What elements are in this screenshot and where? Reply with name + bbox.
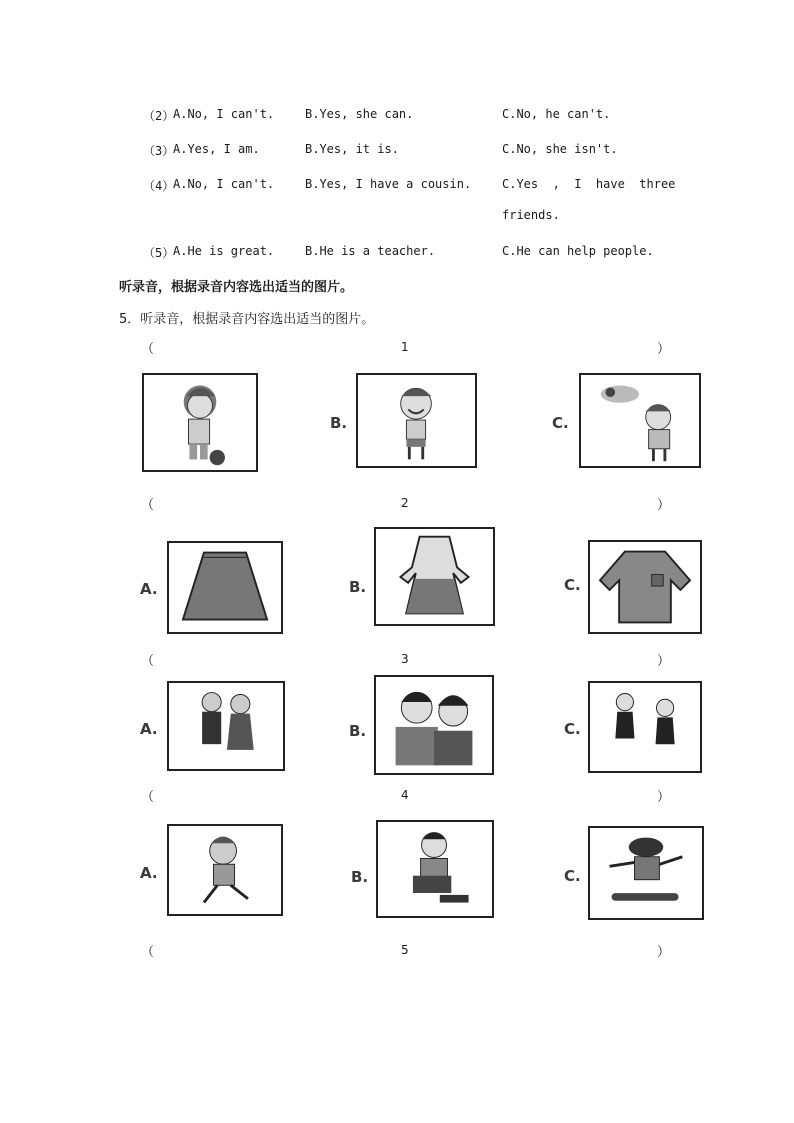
skateboarding-illustration [590,828,702,918]
option-c: C.No, she isn't. [502,142,618,156]
answer-paren-close: ） [657,945,671,960]
section-heading: 听录音，根据录音内容选出适当的图片。 [119,280,354,295]
option-a: A.He is great. [173,244,275,258]
option-label-c: C. [552,414,569,432]
answer-paren-close: ） [657,342,671,357]
option-label-a: A. [140,580,158,598]
option-image-boy-ball-head[interactable] [579,373,701,468]
boy-hit-illustration [581,375,699,466]
answer-paren-open: （ [141,654,155,669]
option-b: B.Yes, it is. [305,142,399,156]
option-label-c: C. [564,576,581,594]
option-b: B.Yes, she can. [305,107,414,121]
question-heading: 5．听录音，根据录音内容选出适当的图片。 [119,312,375,327]
dress-illustration [376,529,493,624]
option-b: B.He is a teacher. [305,244,436,258]
option-c-continued: friends. [502,208,560,222]
answer-paren-close: ） [657,790,671,805]
option-image-old-couple[interactable] [167,681,285,771]
answer-paren-close: ） [657,654,671,669]
boy-reading-illustration [378,822,492,916]
old-couple-illustration [169,683,283,769]
option-label-b: B. [330,414,348,432]
item-number: 3 [401,652,409,666]
item-number: 5 [401,943,409,957]
option-label-b: B. [349,578,367,596]
answer-number: （5） [143,246,175,260]
answer-number: （3） [143,144,175,158]
boy-running-illustration [169,826,281,914]
option-c: C.He can help people. [502,244,654,258]
boy-crying-illustration [358,375,475,466]
option-image-shirt[interactable] [588,540,702,634]
option-label-a: A. [140,864,158,882]
answer-paren-open: （ [141,945,155,960]
option-label-a: A. [140,720,158,738]
option-label-b: B. [349,722,367,740]
boy-ball-illustration [144,375,256,470]
option-label-c: C. [564,867,581,885]
parents-illustration [376,677,492,773]
item-number: 2 [401,496,409,510]
shirt-illustration [590,542,700,632]
answer-paren-open: （ [141,498,155,513]
item-number: 1 [401,340,409,354]
option-image-two-girls[interactable] [588,681,702,773]
two-girls-illustration [590,683,700,771]
option-image-boy-reading[interactable] [376,820,494,918]
answer-number: （2） [143,109,175,123]
answer-paren-close: ） [657,498,671,513]
option-image-skirt[interactable] [167,541,283,634]
option-image-parents[interactable] [374,675,494,775]
option-image-skateboarding[interactable] [588,826,704,920]
option-a: A.No, I can't. [173,177,275,191]
option-a: A.No, I can't. [173,107,275,121]
option-label-b: B. [351,868,369,886]
answer-paren-open: （ [141,790,155,805]
option-image-boy-crying[interactable] [356,373,477,468]
option-image-boy-running[interactable] [167,824,283,916]
answer-number: （4） [143,179,175,193]
answer-paren-open: （ [141,342,155,357]
option-a: A.Yes, I am. [173,142,260,156]
option-b: B.Yes, I have a cousin. [305,177,472,191]
option-label-c: C. [564,720,581,738]
option-image-boy-basketball[interactable] [142,373,258,472]
skirt-illustration [169,543,281,632]
item-number: 4 [401,788,409,802]
option-c: C.Yes , I have three [502,177,676,191]
option-c: C.No, he can't. [502,107,611,121]
option-image-dress[interactable] [374,527,495,626]
